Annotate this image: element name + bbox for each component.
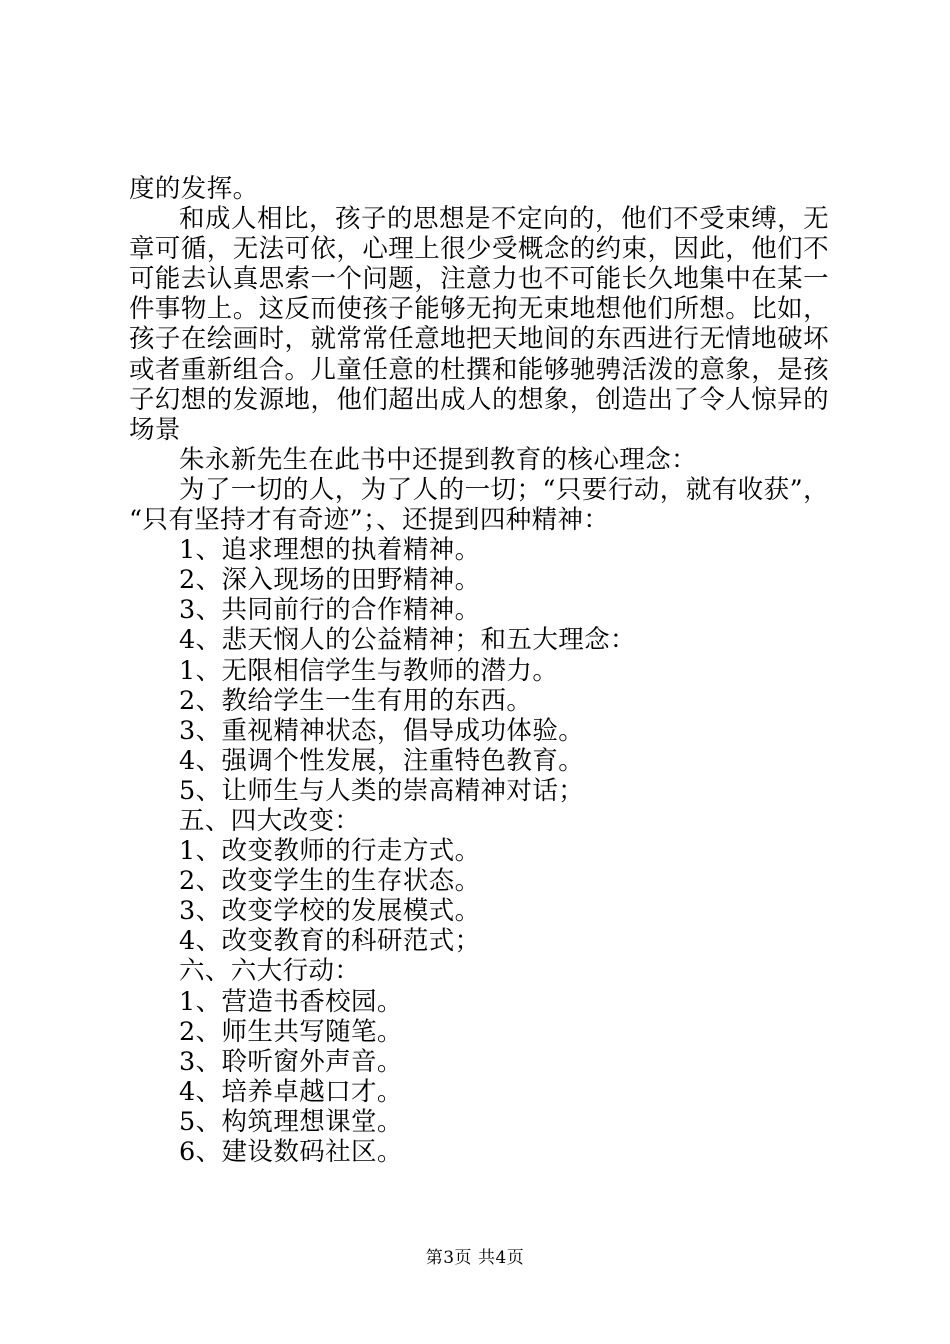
text-line: 朱永新先生在此书中还提到教育的核心理念： — [179, 444, 698, 475]
list-item: 3、重视精神状态，倡导成功体验。 — [179, 715, 585, 746]
text-line: 子幻想的发源地，他们超出成人的想象，创造出了令人惊异的 — [129, 384, 829, 415]
text-line: 和成人相比，孩子的思想是不定向的，他们不受束缚，无 — [179, 204, 829, 235]
list-item: 1、追求理想的执着精神。 — [179, 535, 481, 566]
list-item: 5、构筑理想课堂。 — [179, 1106, 403, 1137]
list-item: 5、让师生与人类的崇高精神对话； — [179, 775, 585, 806]
text-line: 孩子在绘画时，就常常任意地把天地间的东西进行无情地破坏 — [129, 324, 829, 355]
list-item: 2、深入现场的田野精神。 — [179, 565, 481, 596]
list-item: 4、改变教育的科研范式； — [179, 926, 481, 957]
list-item: 1、营造书香校园。 — [179, 986, 403, 1017]
list-item: 2、师生共写随笔。 — [179, 1016, 403, 1047]
section-heading: 六、六大行动： — [179, 956, 361, 987]
list-item: 3、改变学校的发展模式。 — [179, 896, 481, 927]
text-line: 为了一切的人，为了人的一切；“只要行动，就有收获”， — [179, 474, 829, 505]
list-item: 2、教给学生一生有用的东西。 — [179, 685, 533, 716]
page-number-footer: 第3页 共4页 — [425, 1248, 525, 1268]
text-line: 场景 — [129, 414, 181, 445]
body-text — [129, 174, 829, 1167]
list-item: 1、无限相信学生与教师的潜力。 — [179, 655, 559, 686]
list-item: 3、共同前行的合作精神。 — [179, 595, 481, 626]
list-item: 4、培养卓越口才。 — [179, 1076, 403, 1107]
list-item: 4、强调个性发展，注重特色教育。 — [179, 745, 585, 776]
list-item: 1、改变教师的行走方式。 — [179, 836, 481, 867]
text-line: “只有坚持才有奇迹”；、还提到四种精神： — [129, 505, 610, 536]
text-line: 可能去认真思索一个问题，注意力也不可能长久地集中在某一 — [129, 264, 829, 295]
text-line: 度的发挥。 — [129, 174, 259, 204]
list-item: 6、建设数码社区。 — [179, 1137, 403, 1167]
text-line: 章可循，无法可依，心理上很少受概念的约束，因此，他们不 — [129, 234, 829, 265]
list-item: 2、改变学生的生存状态。 — [179, 866, 481, 897]
list-item: 3、聆听窗外声音。 — [179, 1046, 403, 1077]
text-line: 件事物上。这反而使孩子能够无拘无束地想他们所想。比如， — [129, 294, 829, 325]
list-item: 4、悲天悯人的公益精神；和五大理念： — [179, 625, 636, 656]
text-line: 或者重新组合。儿童任意的杜撰和能够驰骋活泼的意象，是孩 — [129, 354, 829, 385]
section-heading: 五、四大改变： — [179, 805, 361, 836]
